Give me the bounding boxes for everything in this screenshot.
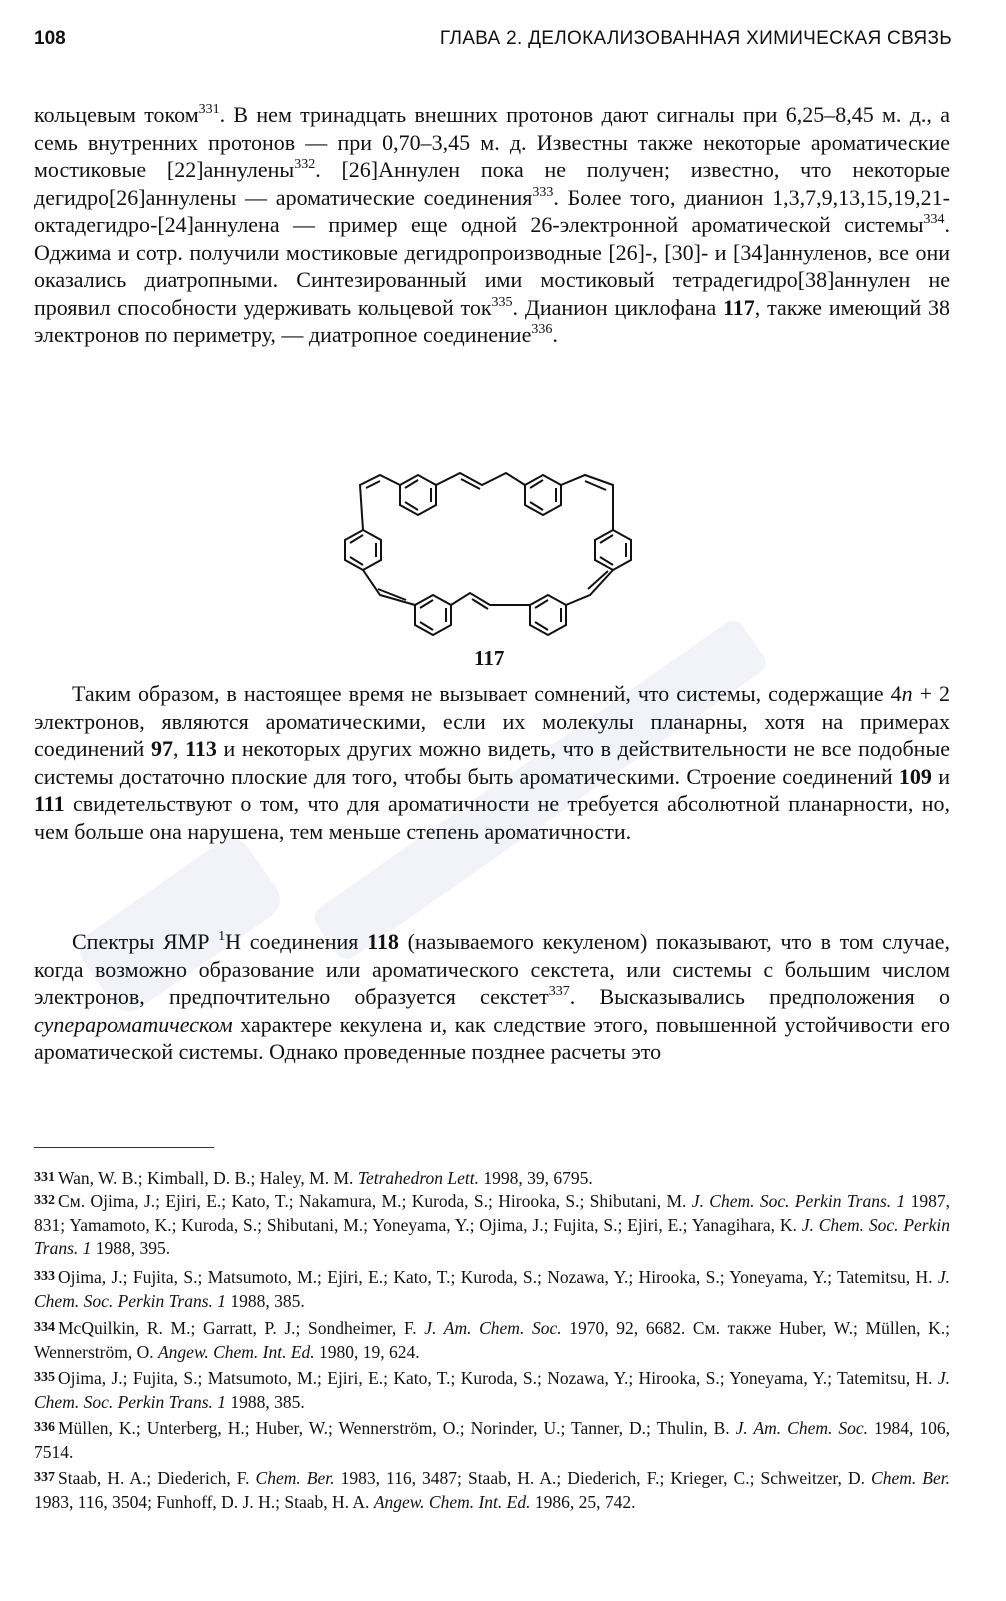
text: .	[552, 322, 558, 347]
journal-name: J. Chem. Soc. Perkin Trans. 1	[34, 1368, 950, 1412]
chapter-title: ГЛАВА 2. ДЕЛОКАЛИЗОВАННАЯ ХИМИЧЕСКАЯ СВЯЗЬ	[439, 28, 952, 49]
footnote-text: Müllen, K.; Unterberg, H.; Huber, W.; Wennerström, O.; Norinder, U.; Tanner, D.; Thulin, B.	[58, 1418, 736, 1438]
footnote-number: 334	[34, 1320, 55, 1335]
text: . Оджима и сотр. получили мостиковые дегидропроизводные [26]-, [30]- и [34]аннуленов, все они оказались диатропными. Синтезированный ими мостиковый тетрадегидро[38]аннулен не проявил способности удерживать кольцевой ток	[34, 212, 950, 320]
footnote-text: 1998, 39, 6795.	[479, 1168, 593, 1188]
journal-name: Angew. Chem. Int. Ed.	[373, 1491, 531, 1512]
footnote-text: Staab, H. A.; Diederich, F.	[58, 1468, 256, 1488]
journal-name: J. Chem. Soc. Perkin Trans. 1	[34, 1214, 950, 1258]
footnote-number: 333	[34, 1269, 55, 1284]
footnote-divider	[34, 1147, 214, 1148]
ref-331: 331	[198, 102, 220, 117]
paragraph-2	[34, 680, 950, 845]
journal-name: J. Am. Chem. Soc.	[735, 1418, 869, 1438]
footnote-text: 1980, 19, 624.	[314, 1341, 420, 1362]
compound-111: 111	[34, 791, 65, 816]
footnote-text: 1988, 385.	[226, 1290, 305, 1311]
footnote-text: 1984, 106, 7514.	[34, 1418, 951, 1462]
text: и	[931, 763, 950, 789]
footnote-text: 1986, 25, 742.	[530, 1491, 636, 1512]
text: характере кекулена и, как следствие этого, повышенной устойчивости его ароматической системы. Однако проведенные позднее расчеты это	[34, 1011, 950, 1064]
footnote-333	[34, 1265, 950, 1313]
footnote-336	[34, 1416, 950, 1464]
text: Спектры ЯМР	[72, 929, 219, 954]
footnote-text: 1988, 385.	[226, 1391, 305, 1412]
page-header	[34, 28, 952, 64]
footnote-text: 1987, 831; Yamamoto, K.; Kuroda, S.; Shibutani, M.; Yoneyama, Y.; Ojima, J.; Fujita, S.; Ejiri, E.; Yanagihara, K.	[34, 1191, 951, 1235]
ref-334: 334	[923, 212, 945, 227]
footnote-number: 337	[34, 1470, 55, 1485]
footnote-text: 1983, 116, 3487; Staab, H. A.; Diederich, F.; Krieger, C.; Schweitzer, D.	[334, 1468, 872, 1488]
journal-name: J. Am. Chem. Soc.	[424, 1318, 562, 1338]
ref-336: 336	[531, 322, 553, 337]
footnote-337	[34, 1466, 950, 1514]
footnote-text: Ojima, J.; Fujita, S.; Matsumoto, M.; Ejiri, E.; Kato, T.; Kuroda, S.; Nozawa, Y.; Hirooka, S.; Yoneyama, Y.; Tatemitsu, H.	[58, 1267, 938, 1287]
footnote-number: 331	[34, 1170, 55, 1185]
footnote-number: 332	[34, 1193, 55, 1208]
journal-name: Chem. Ber.	[871, 1468, 951, 1488]
text: . Более того, дианион 1,3,7,9,13,15,19,21-октадегидро-[24]аннулена — пример еще одной 26-электронной ароматической системы	[34, 184, 950, 237]
text: свидетельствуют о том, что для ароматичности не требуется абсолютной планарности, но, чем больше она нарушена, тем меньше степень ароматичности.	[34, 791, 950, 844]
text: , также имеющий 38 электронов по периметру, — диатропное соединение	[34, 294, 950, 347]
variable-n: n	[901, 681, 913, 706]
footnote-334	[34, 1316, 950, 1364]
footnote-text: Wan, W. B.; Kimball, D. B.; Haley, M. M.	[58, 1168, 358, 1188]
journal-name: Chem. Ber.	[255, 1468, 335, 1488]
text: (называемого кекуленом) показывают, что в том случае, когда возможно образование или ароматического секстета, или системы с большим числом электронов, предпочтительно образуется секстет	[34, 929, 950, 1009]
ref-335: 335	[491, 294, 513, 310]
footnote-text: Ojima, J.; Fujita, S.; Matsumoto, M.; Ejiri, E.; Kato, T.; Kuroda, S.; Nozawa, Y.; Hirooka, S.; Yoneyama, Y.; Tatemitsu, H.	[58, 1368, 938, 1388]
text: . [26]Аннулен пока не получен; известно, что некоторые дегидро[26]аннулены — ароматические соединения	[34, 157, 951, 210]
italic-term: суперароматическом	[34, 1011, 233, 1037]
footnote-text: McQuilkin, R. M.; Garratt, P. J.; Sondheimer, F.	[58, 1318, 425, 1338]
text: кольцевым током	[34, 102, 199, 127]
footnote-335	[34, 1366, 950, 1414]
compound-97: 97	[150, 736, 173, 761]
text: . Высказывались предположения о	[569, 984, 950, 1009]
structure-117-label: 117	[474, 646, 505, 670]
ref-332: 332	[294, 157, 316, 172]
ref-333: 333	[532, 184, 554, 200]
journal-name: J. Chem. Soc. Perkin Trans. 1	[691, 1191, 906, 1211]
compound-118: 118	[367, 929, 399, 954]
compound-113: 113	[185, 736, 217, 761]
journal-name: Angew. Chem. Int. Ed.	[157, 1341, 315, 1362]
paragraph-3	[34, 928, 950, 1066]
ref-337: 337	[548, 984, 570, 999]
footnote-text: 1970, 92, 6682. См. также Huber, W.; Müllen, K.; Wennerström, O.	[34, 1318, 950, 1362]
text: . В нем тринадцать внешних протонов дают сигналы при 6,25–8,45 м. д., а семь внутренних протонов — при 0,70–3,45 м. д. Известны также некоторые ароматические мостиковые [22]аннулены	[34, 102, 950, 182]
isotope-superscript: 1	[218, 929, 226, 944]
footnote-331	[34, 1166, 950, 1191]
text: . Дианион циклофана	[512, 294, 723, 320]
structure-117-diagram	[330, 455, 660, 675]
journal-name: J. Chem. Soc. Perkin Trans. 1	[34, 1267, 950, 1311]
compound-117: 117	[723, 294, 755, 320]
footnote-332	[34, 1189, 950, 1261]
footnote-text: 1988, 395.	[91, 1238, 171, 1258]
paragraph-1	[34, 101, 950, 349]
footnote-number: 335	[34, 1370, 55, 1385]
compound-109: 109	[898, 763, 932, 789]
page-number: 108	[34, 28, 66, 49]
footnote-number: 336	[34, 1420, 55, 1435]
journal-name: Tetrahedron Lett.	[357, 1168, 480, 1188]
text: и некоторых других можно видеть, что в действительности не все подобные системы достаточно плоские для того, чтобы быть ароматическими. Строение соединений	[34, 736, 950, 789]
footnote-text: 1983, 116, 3504; Funhoff, D. J. H.; Staab, H. A.	[34, 1491, 374, 1512]
text: + 2 электронов, являются ароматическими, если их молекулы планарны, хотя на примерах соединений	[34, 681, 950, 761]
text: Таким образом, в настоящее время не вызывает сомнений, что системы, содержащие 4	[72, 681, 902, 706]
text: ,	[172, 736, 186, 761]
footnote-text: См. Ojima, J.; Ejiri, E.; Kato, T.; Nakamura, M.; Kuroda, S.; Hirooka, S.; Shibutani, M.	[58, 1191, 692, 1211]
text: Н соединения	[225, 929, 368, 954]
